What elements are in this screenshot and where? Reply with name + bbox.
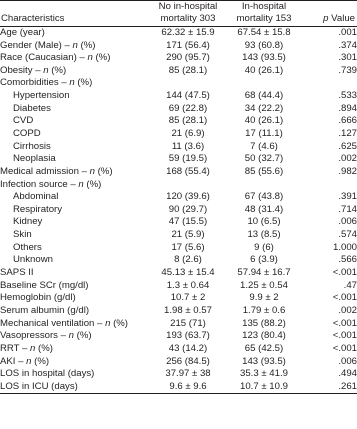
mortality-value: 7 (4.6) xyxy=(250,140,278,152)
row-label: Medical admission – n (%) xyxy=(0,165,113,177)
no-mortality-value: 21 (5.9) xyxy=(171,229,205,241)
no-mortality-value: 144 (47.5) xyxy=(166,90,210,102)
table-row xyxy=(0,292,357,305)
row-label: COPD xyxy=(13,128,41,139)
mortality-value: 57.94 ± 16.7 xyxy=(237,267,291,279)
mortality-value xyxy=(226,77,302,90)
table-row xyxy=(0,242,357,255)
p-value xyxy=(302,178,357,191)
table-row xyxy=(0,52,357,65)
no-mortality-value: 85 (28.1) xyxy=(168,64,208,76)
p-value: <.001 xyxy=(332,267,357,279)
table-row xyxy=(0,65,357,78)
p-value: <.001 xyxy=(332,317,357,329)
p-value: .739 xyxy=(338,64,357,76)
mortality-value: 135 (88.2) xyxy=(242,317,286,329)
p-value: <.001 xyxy=(332,292,357,304)
no-mortality-value: 90 (29.7) xyxy=(168,203,208,215)
mortality-value: 9 (6) xyxy=(254,241,274,253)
row-label: Cirrhosis xyxy=(13,140,51,152)
no-mortality-value: 47 (15.5) xyxy=(168,216,208,228)
row-label: Skin xyxy=(13,229,32,241)
row-label: Mechanical ventilation – n (%) xyxy=(0,317,128,329)
table-row xyxy=(0,229,357,242)
mortality-value: 50 (32.7) xyxy=(244,153,284,165)
row-label: Abdominal xyxy=(13,191,59,203)
table-row xyxy=(0,343,357,356)
no-mortality-value: 17 (5.6) xyxy=(171,241,205,253)
p-value: .714 xyxy=(338,203,357,215)
row-label: RRT – n (%) xyxy=(0,342,53,354)
mortality-value: 13 (8.5) xyxy=(247,229,281,241)
no-mortality-value xyxy=(150,77,226,90)
no-mortality-value: 10.7 ± 2 xyxy=(170,292,206,304)
mortality-value: 67.54 ± 15.8 xyxy=(237,27,291,38)
mortality-value: 123 (80.4) xyxy=(242,330,286,342)
p-value: .982 xyxy=(338,165,357,177)
row-label: Neoplasia xyxy=(13,153,56,165)
row-label: Hypertension xyxy=(13,90,70,102)
mortality-value: 67 (43.8) xyxy=(244,191,284,203)
mortality-value xyxy=(226,178,302,191)
row-label: Baseline SCr (mg/dl) xyxy=(0,279,89,291)
p-value: .001 xyxy=(338,27,357,38)
p-value: <.001 xyxy=(332,342,357,354)
p-value: .002 xyxy=(338,304,357,316)
table-row xyxy=(0,153,357,166)
p-value xyxy=(302,77,357,90)
p-value: .301 xyxy=(338,52,357,64)
p-value: .894 xyxy=(338,102,357,114)
row-label: Comorbidities – n (%) xyxy=(0,77,93,89)
table-row xyxy=(0,305,357,318)
no-mortality-value: 256 (84.5) xyxy=(166,355,210,367)
table-row xyxy=(0,141,357,154)
row-label: AKI – n (%) xyxy=(0,355,50,367)
p-value: .127 xyxy=(338,128,357,139)
row-label: Respiratory xyxy=(13,203,63,215)
row-label: Vasopressors – n (%) xyxy=(0,330,92,342)
header-value-word: Value xyxy=(328,12,355,24)
table-body xyxy=(0,27,357,394)
p-value: .574 xyxy=(338,229,357,241)
mortality-value: 65 (42.5) xyxy=(244,342,284,354)
header-p-value xyxy=(302,1,357,27)
p-value: <.001 xyxy=(332,330,357,342)
no-mortality-value: 290 (95.7) xyxy=(166,52,210,64)
no-mortality-value: 69 (22.8) xyxy=(168,102,208,114)
row-label: Infection source – n (%) xyxy=(0,178,102,190)
table-header-row xyxy=(0,1,357,27)
p-value: .006 xyxy=(338,355,357,367)
no-mortality-value: 21 (6.9) xyxy=(171,128,205,139)
p-value: .374 xyxy=(338,39,357,51)
no-mortality-value: 193 (63.7) xyxy=(166,330,210,342)
mortality-value: 85 (55.6) xyxy=(244,165,284,177)
p-value: .666 xyxy=(338,115,357,127)
row-label: Obesity – n (%) xyxy=(0,64,67,76)
no-mortality-value: 8 (2.6) xyxy=(174,254,202,266)
p-value: .566 xyxy=(338,254,357,266)
row-label: Serum albumin (g/dl) xyxy=(0,304,90,316)
mortality-value: 10 (6.5) xyxy=(247,216,281,228)
mortality-value: 1.25 ± 0.54 xyxy=(240,279,288,291)
p-value: .006 xyxy=(338,216,357,228)
header-characteristics: Characteristics xyxy=(0,1,150,27)
no-mortality-value: 45.13 ± 15.4 xyxy=(161,267,215,279)
header-mortality xyxy=(226,1,302,27)
no-mortality-value: 215 (71) xyxy=(170,317,206,329)
header-mortality-line2: mortality 153 xyxy=(236,13,292,24)
table-row xyxy=(0,178,357,191)
row-label: SAPS II xyxy=(0,267,34,279)
no-mortality-value: 9.6 ± 9.6 xyxy=(150,381,226,394)
mortality-value: 9.9 ± 2 xyxy=(249,292,279,304)
mortality-value: 10.7 ± 10.9 xyxy=(226,381,302,394)
row-label: LOS in ICU (days) xyxy=(0,381,150,394)
table-row xyxy=(0,204,357,217)
p-value: .494 xyxy=(338,368,357,380)
table-row xyxy=(0,103,357,116)
p-value: .47 xyxy=(343,279,357,291)
mortality-value: 35.3 ± 41.9 xyxy=(240,368,288,380)
mortality-value: 40 (26.1) xyxy=(244,64,284,76)
p-value: .002 xyxy=(338,153,357,165)
no-mortality-value: 85 (28.1) xyxy=(168,115,208,127)
row-label: Unknown xyxy=(13,254,53,266)
mortality-value: 143 (93.5) xyxy=(242,52,286,64)
table-row xyxy=(0,128,357,141)
table-row xyxy=(0,368,357,381)
table-row xyxy=(0,90,357,103)
no-mortality-value: 43 (14.2) xyxy=(168,342,208,354)
table-row xyxy=(0,39,357,52)
row-label: Others xyxy=(13,241,42,253)
mortality-value: 143 (93.5) xyxy=(242,355,286,367)
table-row xyxy=(0,381,357,394)
mortality-value: 34 (22.2) xyxy=(244,102,284,114)
table-row xyxy=(0,216,357,229)
mortality-value: 68 (44.4) xyxy=(244,90,284,102)
p-value: .533 xyxy=(338,90,357,102)
mortality-value: 40 (26.1) xyxy=(244,115,284,127)
header-p-letter: p xyxy=(323,12,329,24)
row-label: LOS in hospital (days) xyxy=(0,368,95,380)
row-label: Age (year) xyxy=(0,27,45,38)
no-mortality-value: 171 (56.4) xyxy=(166,39,210,51)
table-row xyxy=(0,115,357,128)
header-mortality-line1: In-hospital xyxy=(241,1,287,12)
mortality-value: 93 (60.8) xyxy=(244,39,284,51)
mortality-value: 48 (31.4) xyxy=(244,203,284,215)
row-label: Hemoglobin (g/dl) xyxy=(0,292,76,304)
no-mortality-value: 37.97 ± 38 xyxy=(165,368,211,380)
table-row xyxy=(0,77,357,90)
no-mortality-value: 120 (39.6) xyxy=(166,191,210,203)
table-row xyxy=(0,27,357,40)
no-mortality-value: 62.32 ± 15.9 xyxy=(161,27,215,38)
row-label: Gender (Male) – n (%) xyxy=(0,39,96,51)
row-label: CVD xyxy=(13,115,34,127)
mortality-value: 1.79 ± 0.6 xyxy=(242,304,286,316)
mortality-value: 17 (11.1) xyxy=(245,128,283,139)
p-value: .625 xyxy=(338,140,357,152)
table-row xyxy=(0,355,357,368)
row-label: Race (Caucasian) – n (%) xyxy=(0,52,111,64)
table-row xyxy=(0,267,357,280)
no-mortality-value: 1.3 ± 0.64 xyxy=(166,279,210,291)
p-value: .261 xyxy=(302,381,357,394)
table-row xyxy=(0,318,357,331)
no-mortality-value xyxy=(150,178,226,191)
no-mortality-value: 168 (55.4) xyxy=(166,165,210,177)
table-row xyxy=(0,191,357,204)
header-no-mortality-line1: No in-hospital xyxy=(158,1,218,12)
mortality-value: 6 (3.9) xyxy=(250,254,278,266)
no-mortality-value: 59 (19.5) xyxy=(168,153,208,165)
table-row xyxy=(0,280,357,293)
no-mortality-value: 11 (3.6) xyxy=(171,140,205,152)
table-row xyxy=(0,254,357,267)
header-no-mortality-line2: mortality 303 xyxy=(160,13,216,24)
p-value: 1.000 xyxy=(332,241,357,253)
row-label: Diabetes xyxy=(13,102,51,114)
table-row xyxy=(0,330,357,343)
header-no-mortality xyxy=(150,1,226,27)
p-value: .391 xyxy=(338,191,357,203)
no-mortality-value: 1.98 ± 0.57 xyxy=(164,304,212,316)
row-label: Kidney xyxy=(13,216,43,228)
table-row xyxy=(0,166,357,179)
